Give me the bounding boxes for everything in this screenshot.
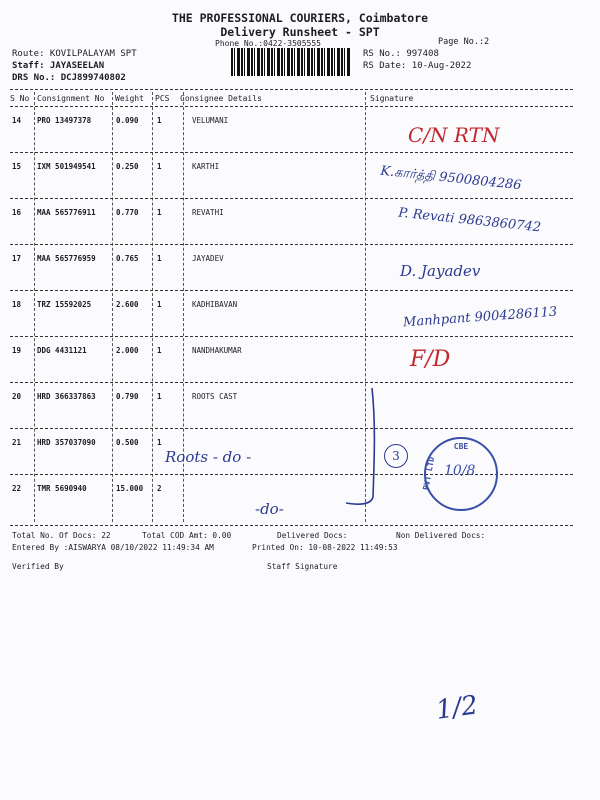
col-consignment: Consignment No: [37, 94, 105, 103]
row-sno: 14: [12, 116, 22, 125]
col-pcs: PCS: [155, 94, 170, 103]
row-consignee: ROOTS CAST: [192, 392, 238, 401]
row-sno: 20: [12, 392, 22, 401]
row-pcs: 1: [157, 254, 162, 263]
row-sno: 15: [12, 162, 22, 171]
page-number: Page No.:2: [438, 37, 490, 47]
table-rule-bottom: [10, 525, 573, 526]
row-rule: [10, 290, 573, 291]
row-consignment: IXM 501949541: [37, 162, 96, 171]
row-consignment: TMR 5690940: [37, 484, 87, 493]
table-row: [0, 114, 600, 160]
non-delivered-docs: Non Delivered Docs:: [396, 531, 486, 540]
circled-number: 3: [384, 444, 408, 468]
table-row: [0, 482, 600, 528]
company-stamp: [421, 437, 498, 511]
stamp-side-text: PVT LTD: [421, 456, 437, 491]
row-rule: [10, 244, 573, 245]
rs-number: RS No.: 997408: [363, 49, 439, 59]
handwritten-signature: D. Jayadev: [400, 262, 481, 280]
row-pcs: 1: [157, 162, 162, 171]
handwritten-note: -do-: [255, 500, 284, 518]
col-consignee: Consignee Details: [180, 94, 262, 103]
col-signature: Signature: [370, 94, 414, 103]
total-cod: Total COD Amt: 0.00: [142, 531, 232, 540]
handwritten-note: Roots - do -: [165, 448, 252, 466]
col-weight: Weight: [115, 94, 144, 103]
row-rule: [10, 336, 573, 337]
row-pcs: 1: [157, 116, 162, 125]
row-consignee: JAYADEV: [192, 254, 224, 263]
row-consignment: MAA 565776959: [37, 254, 96, 263]
stamp-date: 10/8: [444, 463, 476, 479]
drs-number: DRS No.: DCJ899740802: [12, 73, 126, 83]
row-pcs: 1: [157, 392, 162, 401]
row-pcs: 2: [157, 484, 162, 493]
row-consignee: VELUMANI: [192, 116, 229, 125]
row-rule: [10, 152, 573, 153]
route: Route: KOVILPALAYAM SPT: [12, 49, 137, 59]
handwritten-signature: P. Revati 9863860742: [397, 205, 542, 236]
row-consignee: NANDHAKUMAR: [192, 346, 242, 355]
row-consignment: DDG 4431121: [37, 346, 87, 355]
row-weight: 0.770: [116, 208, 139, 217]
table-row: [0, 344, 600, 390]
row-pcs: 1: [157, 438, 162, 447]
row-sno: 16: [12, 208, 22, 217]
runsheet-title: Delivery Runsheet - SPT: [220, 25, 380, 39]
row-sno: 21: [12, 438, 22, 447]
total-docs: Total No. Of Docs: 22: [12, 531, 111, 540]
verified-by: Verified By: [12, 562, 64, 571]
row-pcs: 1: [157, 208, 162, 217]
col-sno: S No: [10, 94, 30, 103]
table-row: [0, 252, 600, 298]
row-consignment: HRD 366337863: [37, 392, 96, 401]
row-consignee: REVATHI: [192, 208, 224, 217]
page-mark: 1/2: [434, 690, 480, 726]
hand-bracket: [340, 385, 390, 515]
row-consignment: MAA 565776911: [37, 208, 96, 217]
row-weight: 2.000: [116, 346, 139, 355]
row-rule: [10, 428, 573, 429]
row-consignment: HRD 357037090: [37, 438, 96, 447]
handwritten-note: F/D: [410, 347, 451, 372]
staff: Staff: JAYASEELAN: [12, 61, 105, 71]
row-consignee: KARTHI: [192, 162, 220, 171]
row-weight: 0.765: [116, 254, 139, 263]
row-weight: 0.250: [116, 162, 139, 171]
delivered-docs: Delivered Docs:: [277, 531, 348, 540]
company-title: THE PROFESSIONAL COURIERS, Coimbatore: [171, 11, 429, 25]
table-row: [0, 390, 600, 436]
row-weight: 2.600: [116, 300, 139, 309]
row-weight: 0.090: [116, 116, 139, 125]
row-consignment: PRO 13497378: [37, 116, 92, 125]
header-rule-bottom: [10, 106, 573, 107]
phone-number: Phone No.:0422-3505555: [215, 39, 321, 48]
staff-signature: Staff Signature: [267, 562, 338, 571]
table-row: [0, 436, 600, 482]
row-sno: 22: [12, 484, 22, 493]
header-rule-top: [10, 89, 573, 90]
row-sno: 18: [12, 300, 22, 309]
row-sno: 17: [12, 254, 22, 263]
row-rule: [10, 382, 573, 383]
handwritten-signature: K.கார்த்தி 9500804286: [379, 163, 523, 194]
handwritten-signature: Manhpant 9004286113: [402, 304, 558, 331]
printed-on: Printed On: 10-08-2022 11:49:53: [252, 543, 398, 552]
row-rule: [10, 198, 573, 199]
row-weight: 0.500: [116, 438, 139, 447]
row-weight: 0.790: [116, 392, 139, 401]
row-weight: 15.000: [116, 484, 144, 493]
row-pcs: 1: [157, 300, 162, 309]
handwritten-note: C/N RTN: [408, 123, 500, 147]
row-sno: 19: [12, 346, 22, 355]
barcode: [231, 48, 351, 76]
stamp-text: CBE: [453, 442, 469, 451]
row-consignee: KADHIBAVAN: [192, 300, 238, 309]
row-pcs: 1: [157, 346, 162, 355]
entered-by: Entered By :AISWARYA 08/10/2022 11:49:34 AM: [12, 543, 214, 552]
row-consignment: TRZ 15592025: [37, 300, 92, 309]
rs-date: RS Date: 10-Aug-2022: [363, 61, 472, 71]
